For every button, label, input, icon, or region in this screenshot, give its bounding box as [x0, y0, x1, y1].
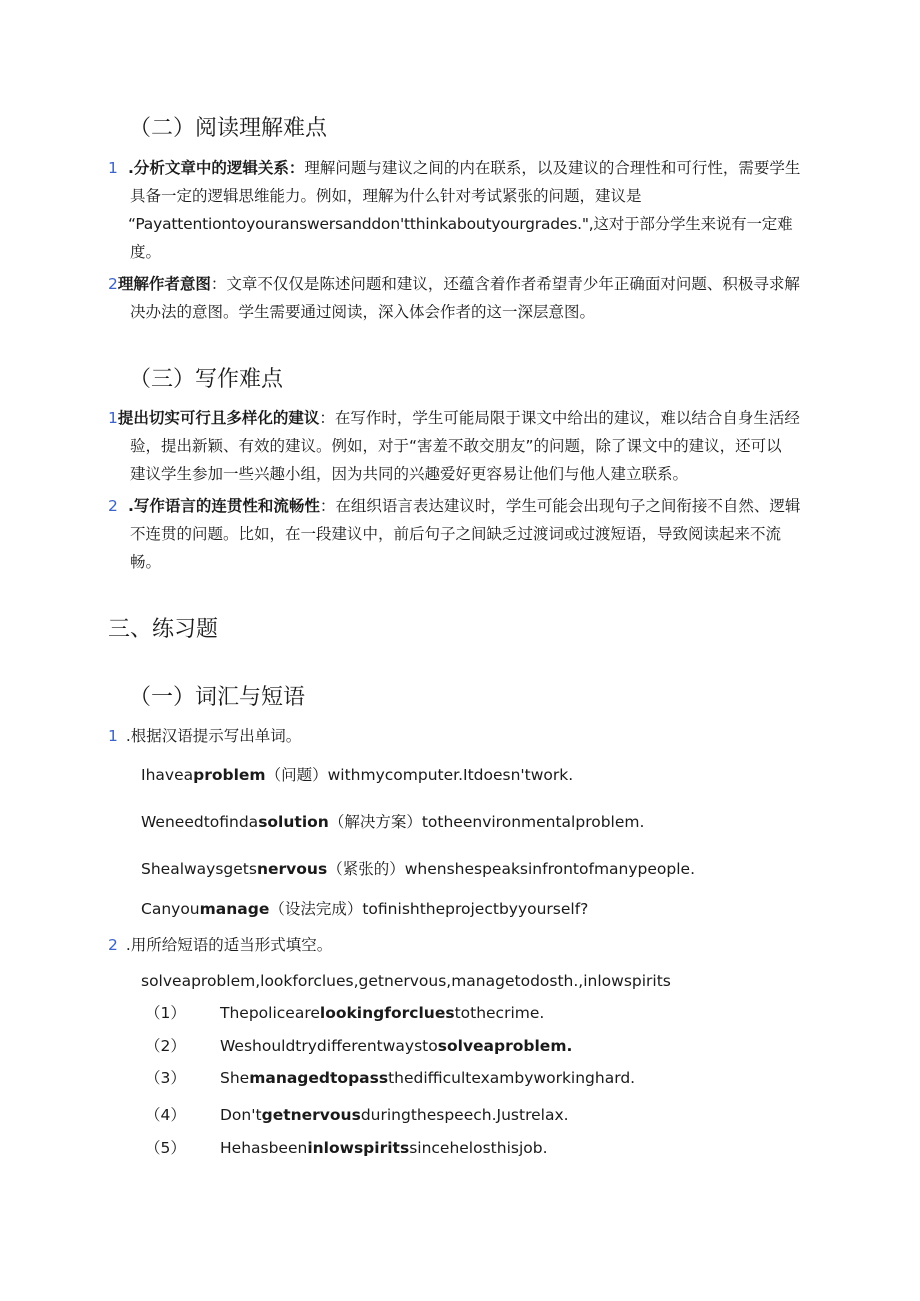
item-text: 畅。	[130, 553, 162, 571]
item-number: 2	[108, 936, 118, 954]
sentence-text: Canyou	[141, 900, 200, 918]
sentence-text: Don't	[220, 1106, 262, 1124]
item-text: 验，提出新颖、有效的建议。例如，对于“害羞不敢交朋友”的问题，除了课文中的建议，还可以	[130, 437, 782, 455]
fill-item	[220, 1101, 569, 1129]
vocab-sentence	[141, 855, 695, 883]
hint-text: （设法完成）	[269, 900, 363, 918]
fill-item-index: （3）	[145, 1069, 186, 1087]
question-1-prompt	[108, 722, 301, 750]
hint-text: （问题）	[265, 766, 328, 784]
fill-item-index: （4）	[145, 1106, 186, 1124]
item-number: 1	[108, 409, 118, 427]
sentence-text: tofinishtheprojectbyyourself?	[362, 900, 589, 918]
item-label: 提出切实可行且多样化的建议	[117, 409, 320, 427]
answer-word: nervous	[256, 860, 328, 878]
sentence-text: Shealwaysgets	[141, 860, 257, 878]
item-text: “Payattentiontoyouranswersanddon'tthinkaboutyourgrades.",这对于部分学生来说有一定难	[128, 215, 793, 233]
section-title-writing: （三）写作难点	[129, 367, 284, 392]
item-text: .用所给短语的适当形式填空。	[125, 936, 333, 954]
sentence-text: tothecrime.	[454, 1004, 545, 1022]
item-text: 不连贯的问题。比如，在一段建议中，前后句子之间缺乏过渡词或过渡短语，导致阅读起来不流	[130, 525, 782, 543]
answer-phrase: lookingforclues	[319, 1004, 455, 1022]
item-text: ：在写作时，学生可能局限于课文中给出的建议，难以结合自身生活经	[319, 409, 800, 427]
sentence-text: whenshespeaksinfrontofmanypeople.	[404, 860, 696, 878]
question-2-prompt	[108, 931, 332, 959]
section-title-vocab: （一）词汇与短语	[129, 685, 306, 710]
sentence-text: Hehasbeen	[220, 1139, 308, 1157]
sentence-text: sincehelosthisjob.	[409, 1139, 548, 1157]
sentence-text: She	[220, 1069, 250, 1087]
phrase-bank: solveaproblem,lookforclues,getnervous,managetodosth.,inlowspirits	[141, 972, 671, 990]
fill-item-index: （1）	[145, 1004, 186, 1022]
answer-phrase: getnervous	[261, 1106, 361, 1124]
sentence-text: totheenvironmentalproblem.	[421, 813, 645, 831]
item-number: 1	[108, 159, 118, 177]
section-title-practice: 三、练习题	[108, 617, 219, 642]
item-text: 理解问题与建议之间的内在联系，以及建议的合理性和可行性，需要学生	[304, 159, 801, 177]
answer-word: problem	[193, 766, 266, 784]
sentence-text: thedifficultexambyworkinghard.	[388, 1069, 636, 1087]
answer-phrase: inlowspirits	[307, 1139, 410, 1157]
hint-text: （解决方案）	[328, 813, 422, 831]
item-text: ：文章不仅仅是陈述问题和建议，还蕴含着作者希望青少年正确面对问题、积极寻求解	[210, 275, 800, 293]
item-number: 2	[108, 275, 118, 293]
item-text: 具备一定的逻辑思维能力。例如，理解为什么针对考试紧张的问题，建议是	[130, 187, 642, 205]
vocab-sentence	[141, 895, 588, 923]
hint-text: （紧张的）	[327, 860, 405, 878]
item-label: .写作语言的连贯性和流畅性	[128, 497, 320, 515]
item-text: .根据汉语提示写出单词。	[125, 727, 302, 745]
item-label: .分析文章中的逻辑关系：	[128, 159, 305, 177]
sentence-text: Thepoliceare	[220, 1004, 320, 1022]
sentence-text: Weshouldtrydifferentwaysto	[220, 1037, 438, 1055]
answer-word: manage	[199, 900, 270, 918]
fill-item	[220, 1064, 635, 1092]
item-text: 决办法的意图。学生需要通过阅读，深入体会作者的这一深层意图。	[130, 303, 596, 321]
answer-word: solution	[258, 813, 329, 831]
sentence-text: withmycomputer.Itdoesn'twork.	[327, 766, 574, 784]
item-text: ：在组织语言表达建议时，学生可能会出现句子之间衔接不自然、逻辑	[319, 497, 801, 515]
fill-item	[220, 1032, 572, 1060]
vocab-sentence	[141, 761, 573, 789]
item-number: 1	[108, 727, 118, 745]
vocab-sentence	[141, 808, 644, 836]
sentence-text: duringthespeech.Justrelax.	[360, 1106, 569, 1124]
sentence-text: Weneedtofinda	[141, 813, 259, 831]
item-label: 理解作者意图	[117, 275, 211, 293]
fill-item-index: （2）	[145, 1037, 186, 1055]
section-title-reading: （二）阅读理解难点	[129, 116, 328, 141]
fill-item-index: （5）	[145, 1139, 186, 1157]
answer-phrase: solveaproblem.	[437, 1037, 573, 1055]
item-text: 建议学生参加一些兴趣小组，因为共同的兴趣爱好更容易让他们与他人建立联系。	[130, 465, 689, 483]
sentence-text: Ihavea	[141, 766, 194, 784]
fill-item	[220, 1134, 548, 1162]
answer-phrase: managedtopass	[249, 1069, 389, 1087]
fill-item	[220, 999, 544, 1027]
item-text: 度。	[130, 243, 162, 261]
item-number: 2	[108, 497, 118, 515]
